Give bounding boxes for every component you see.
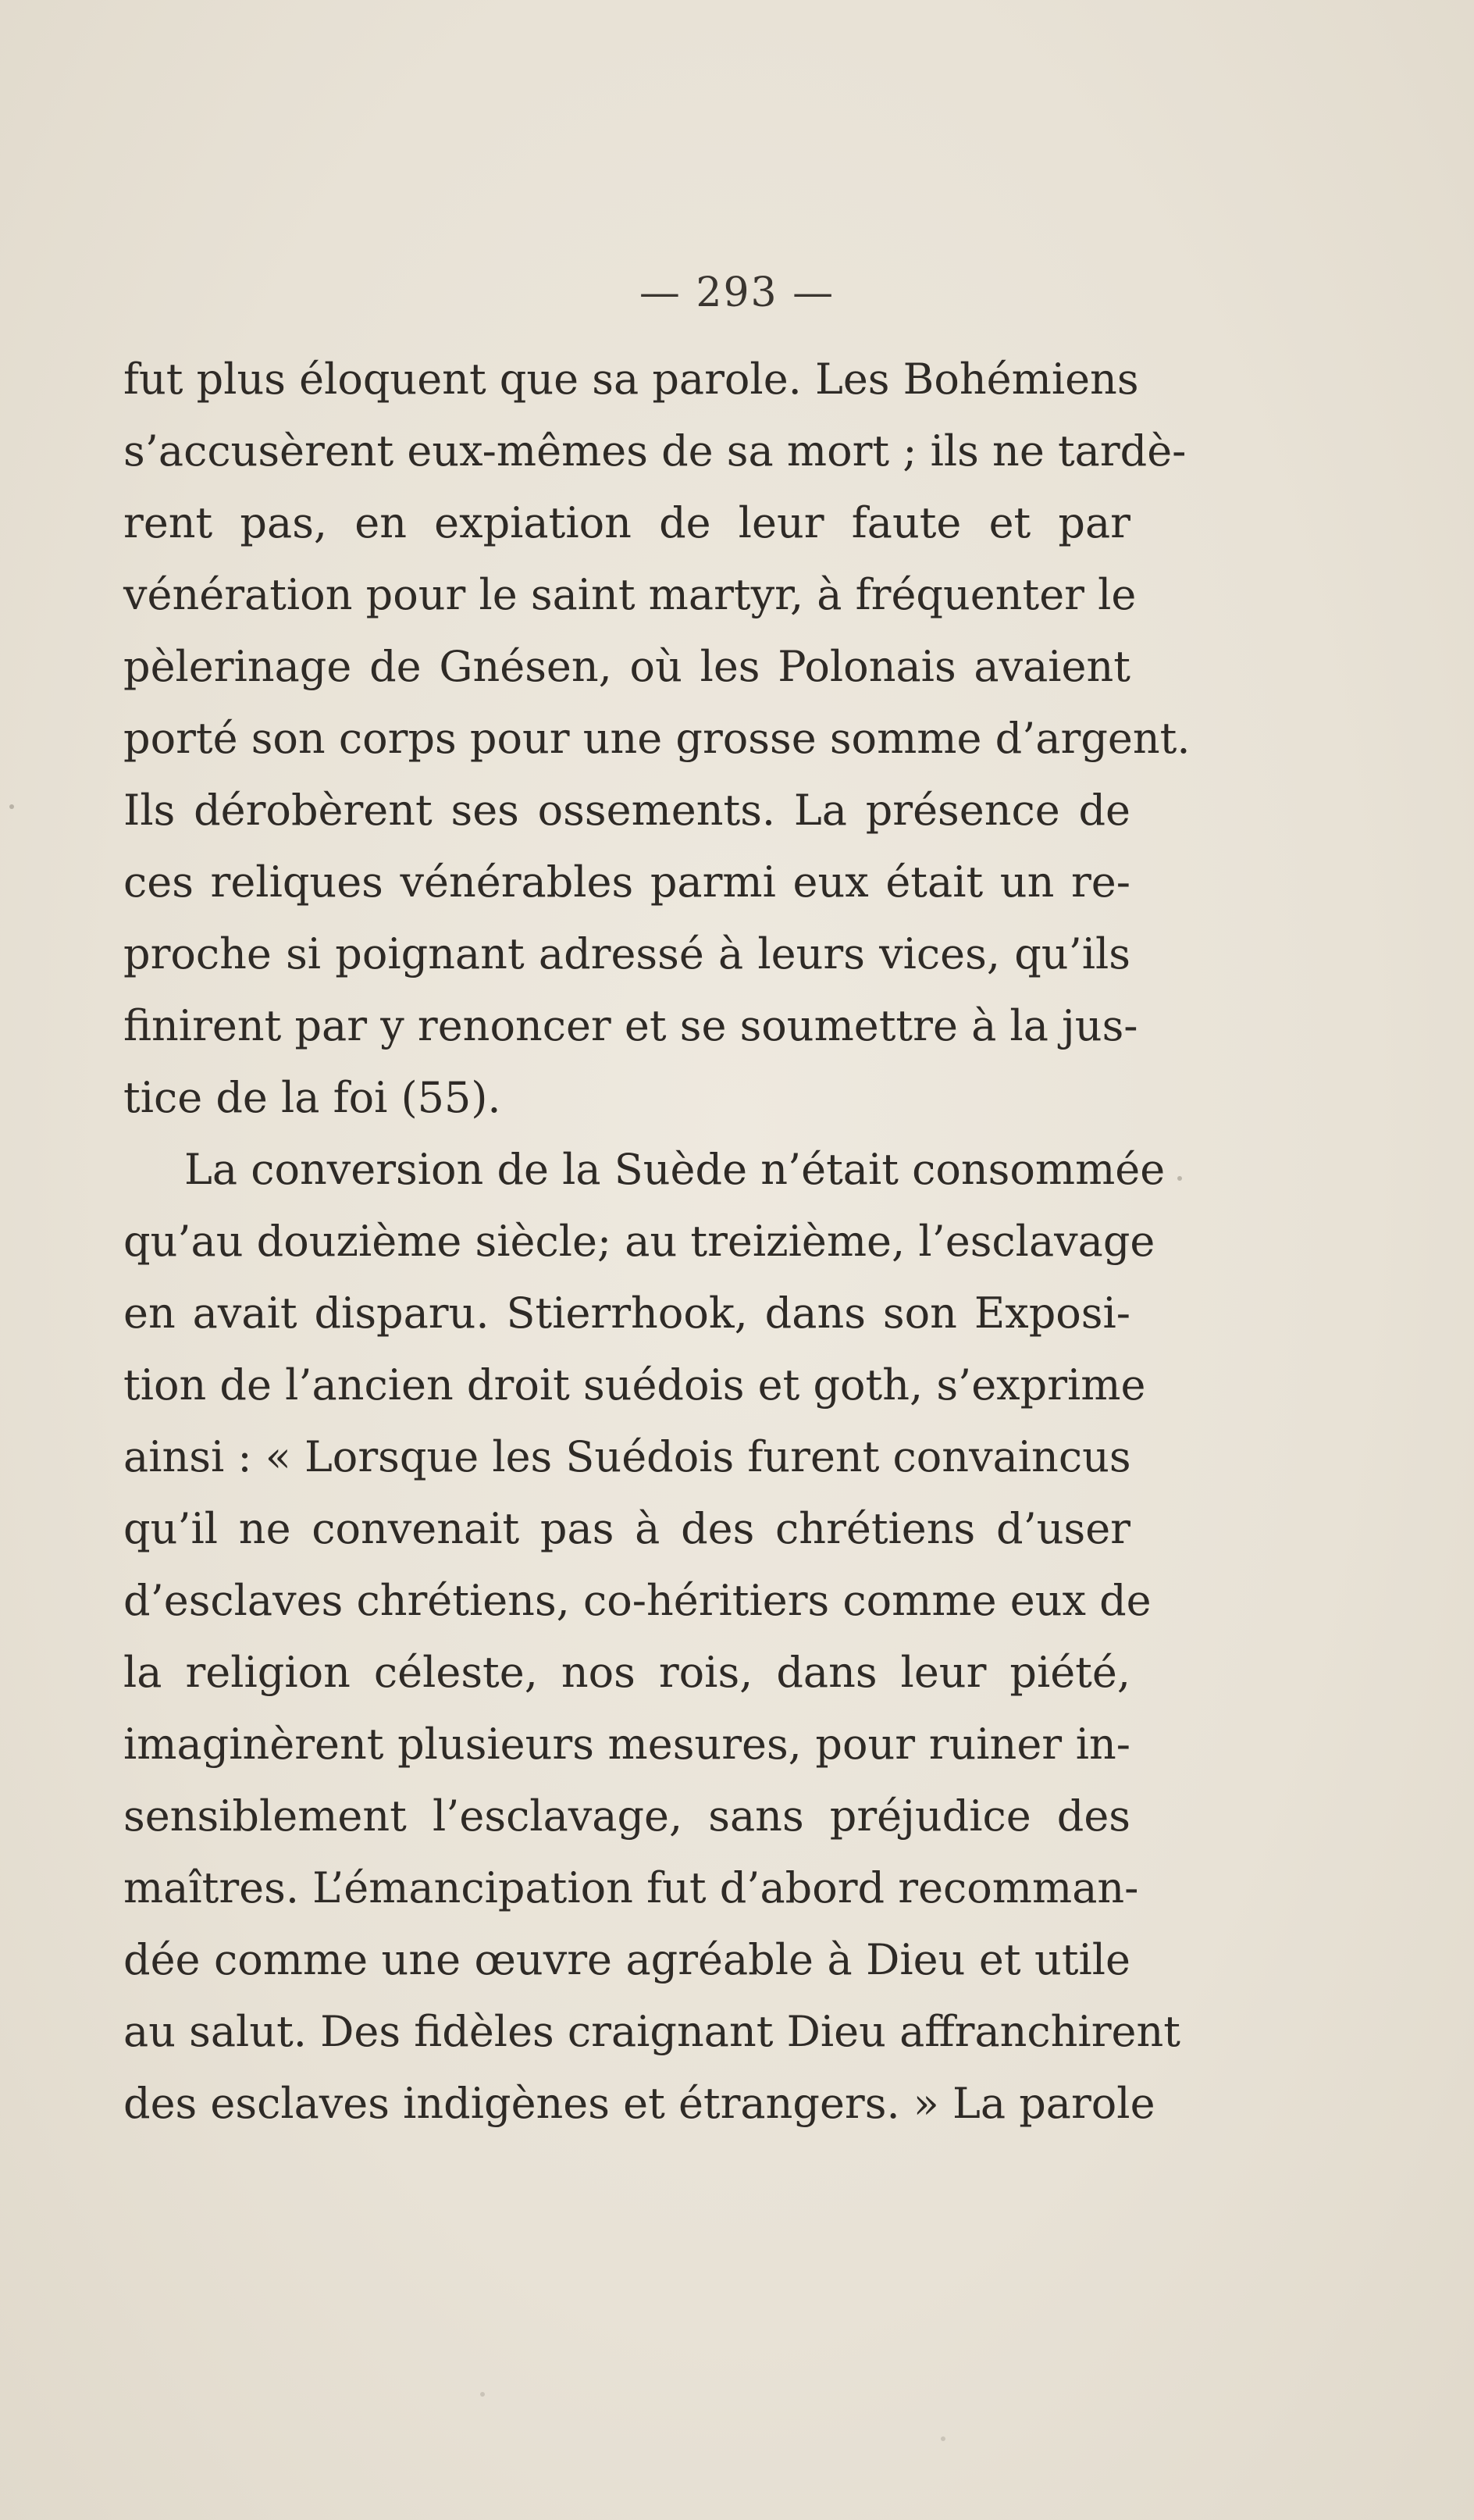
body-text — [123, 344, 1191, 2140]
text-line: pèlerinage de Gnésen, où les Polonais avaient — [123, 642, 1130, 691]
text-line: porté son corps pour une grosse somme d’argent. — [123, 714, 1191, 763]
text-line: tion de l’ancien droit suédois et goth, s’exprime — [123, 1360, 1146, 1410]
text-line: des esclaves indigènes et étrangers. » La parole — [123, 2079, 1155, 2128]
text-line: la religion céleste, nos rois, dans leur piété, — [123, 1648, 1130, 1697]
paragraph-end-line: tice de la foi (55). — [123, 1073, 501, 1122]
text-line: d’esclaves chrétiens, co-héritiers comme eux de — [123, 1576, 1152, 1625]
text-line: ainsi : « Lorsque les Suédois furent convaincus — [123, 1432, 1131, 1481]
text-line: finirent par y renoncer et se soumettre à la jus- — [123, 1001, 1138, 1050]
paper-speck — [480, 2392, 485, 2397]
text-line: Ils dérobèrent ses ossements. La présence de — [123, 786, 1130, 835]
text-line: dée comme une œuvre agréable à Dieu et utile — [123, 1935, 1130, 1984]
text-line: en avait disparu. Stierrhook, dans son Exposi- — [123, 1289, 1130, 1338]
text-line: qu’au douzième siècle; au treizième, l’esclavage — [123, 1217, 1155, 1266]
text-line: proche si poignant adressé à leurs vices, qu’ils — [123, 929, 1130, 978]
page-number-header: — 293 — — [639, 269, 835, 316]
text-line: sensiblement l’esclavage, sans préjudice des — [123, 1791, 1130, 1841]
paper-speck — [9, 804, 14, 809]
text-line: vénération pour le saint martyr, à fréquenter le — [123, 570, 1137, 619]
text-line: fut plus éloquent que sa parole. Les Bohémiens — [123, 355, 1139, 404]
text-line: ces reliques vénérables parmi eux était un re- — [123, 857, 1130, 907]
paragraph-start-line: La conversion de la Suède n’était consommée — [184, 1145, 1166, 1194]
text-line: au salut. Des fidèles craignant Dieu affranchirent — [123, 2007, 1180, 2056]
text-line: qu’il ne convenait pas à des chrétiens d’user — [123, 1504, 1130, 1553]
text-line: s’accusèrent eux-mêmes de sa mort ; ils ne tardè- — [123, 426, 1187, 476]
text-line: rent pas, en expiation de leur faute et par — [123, 498, 1130, 547]
paper-speck — [1177, 1176, 1182, 1181]
text-line: imaginèrent plusieurs mesures, pour ruiner in- — [123, 1720, 1130, 1769]
paper-speck — [941, 2436, 945, 2441]
text-line: maîtres. L’émancipation fut d’abord recomman- — [123, 1863, 1139, 1912]
